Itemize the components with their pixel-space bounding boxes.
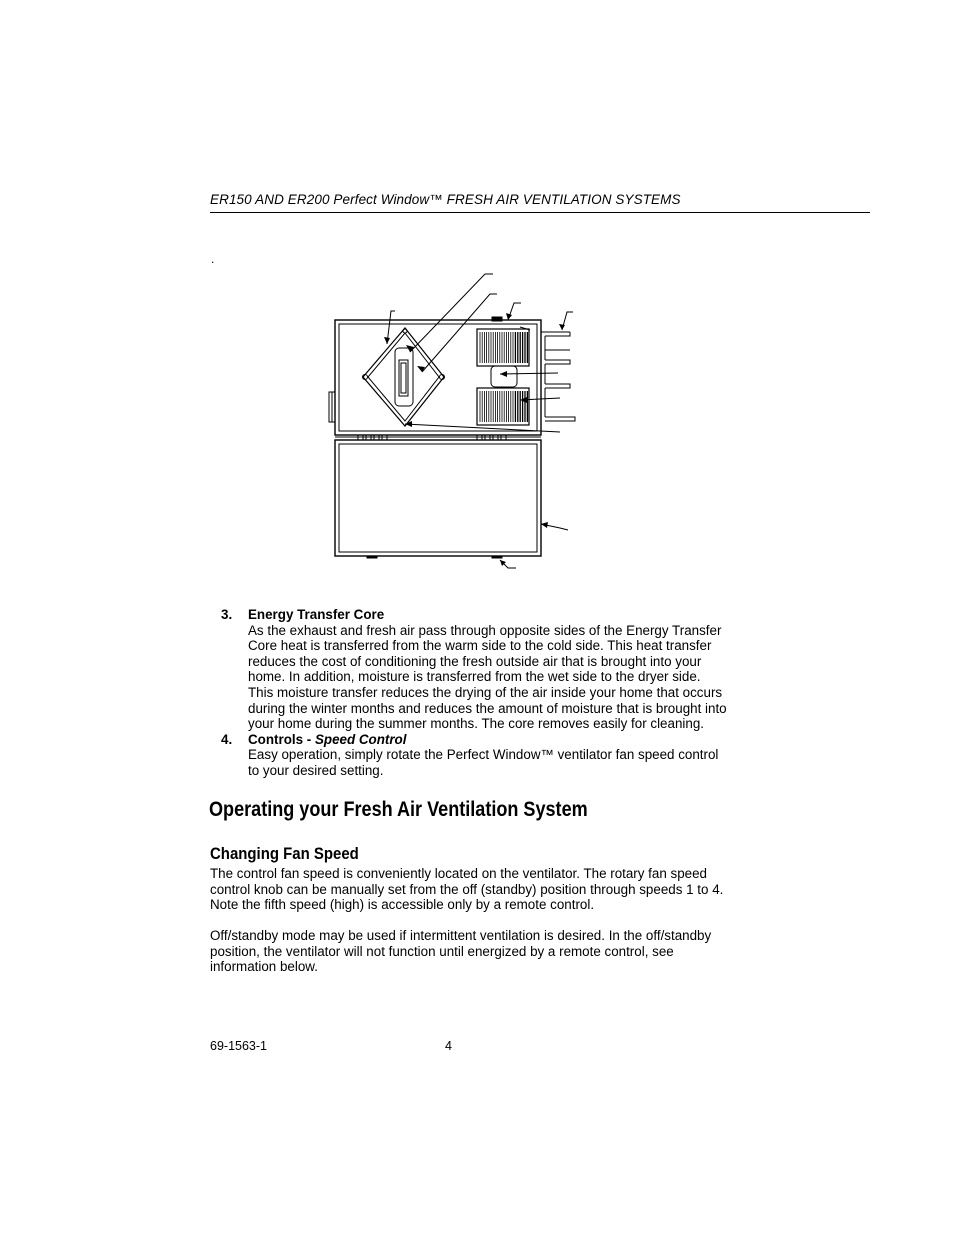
paragraph (210, 866, 750, 913)
page-number: 4 (445, 1039, 452, 1053)
paragraph-line: Off/standby mode may be used if intermittent ventilation is desired. In the off/standby (210, 928, 712, 943)
list-line: your home during the summer months. The core removes easily for cleaning. (248, 716, 704, 732)
paragraph (210, 928, 750, 975)
feature-list (221, 607, 761, 779)
paragraph-line: Note the fifth speed (high) is accessible only by a remote control. (210, 897, 595, 913)
list-number: 3. (221, 607, 233, 622)
list-line: As the exhaust and fresh air pass through opposite sides of the Energy Transfer (248, 622, 722, 638)
paragraph-line: information below. (210, 959, 318, 975)
list-line: to your desired setting. (248, 762, 384, 778)
list-line: home. In addition, moisture is transferred from the wet side to the dryer side. (248, 669, 701, 685)
lower-housing (335, 440, 541, 556)
paragraph-line: position, the ventilator will not function until energized by a remote control, see (210, 943, 674, 959)
list-item-title-suffix: Speed Control (314, 731, 407, 747)
ventilator-diagram (325, 270, 585, 580)
header-rule (210, 212, 870, 213)
paragraph-line: control knob can be manually set from the off (standby) position through speeds 1 to 4. (210, 881, 724, 897)
list-number: 4. (221, 731, 233, 747)
document-number: 69-1563-1 (210, 1039, 267, 1053)
list-item (221, 732, 761, 779)
list-line: reduces the cost of conditioning the fresh outside air that is brought into your (248, 653, 702, 669)
speed-control (491, 366, 517, 387)
list-item-title: Controls - (248, 731, 315, 747)
list-line: Easy operation, simply rotate the Perfect Window™ ventilator fan speed control (248, 747, 719, 763)
section-heading: Operating your Fresh Air Ventilation System (209, 798, 588, 821)
list-line: This moisture transfer reduces the drying of the air inside your home that occurs (248, 684, 723, 700)
list-line: Core heat is transferred from the warm side to the cold side. This heat transfer (248, 638, 712, 654)
list-line: during the winter months and reduces the amount of moisture that is brought into (248, 700, 727, 716)
list-item-title: Energy Transfer Core (248, 607, 385, 622)
subsection-heading: Changing Fan Speed (210, 844, 359, 863)
figure-dot: . (211, 252, 215, 266)
paragraph-line: The control fan speed is conveniently located on the ventilator. The rotary fan speed (210, 866, 708, 881)
list-item (221, 607, 761, 732)
energy-transfer-core (363, 328, 444, 426)
running-header: ER150 AND ER200 Perfect Window™ FRESH AIR VENTILATION SYSTEMS (210, 192, 681, 207)
